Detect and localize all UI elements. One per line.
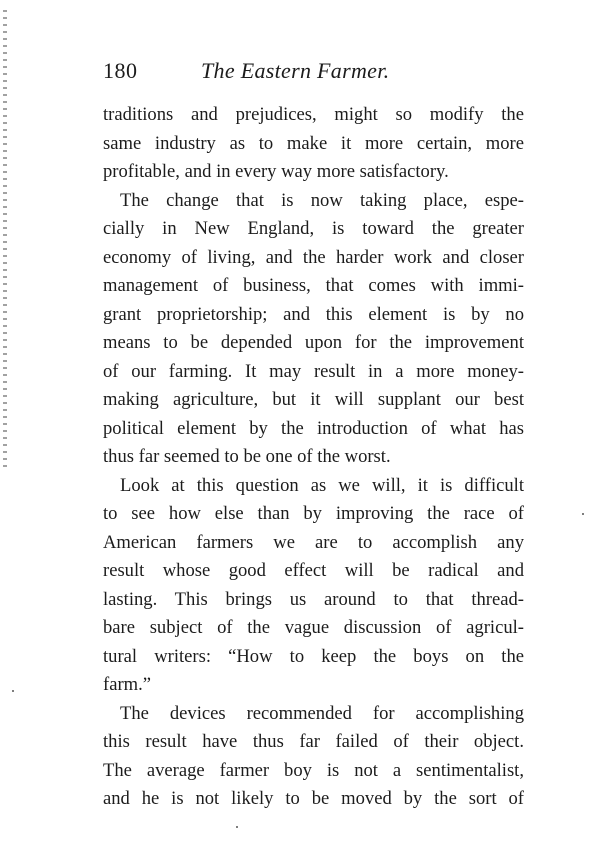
scan-speck — [12, 690, 14, 692]
text-line: cially in New England, is toward the greater — [103, 218, 524, 239]
text-line: grant proprietorship; and this element is by no — [103, 303, 524, 325]
page-header — [103, 58, 523, 88]
text-line: political element by the introduction of what has — [103, 417, 524, 439]
text-line: to see how else than by improving the race of — [103, 503, 524, 524]
text-line: The change that is now taking place, espe- — [120, 189, 524, 211]
paragraph — [103, 187, 524, 472]
text-line: tural writers: “How to keep the boys on the — [103, 645, 524, 667]
paragraph — [103, 700, 524, 814]
text-line: lasting. This brings us around to that thread- — [103, 588, 524, 610]
scan-speck — [236, 826, 238, 828]
text-line: American farmers we are to accomplish any — [103, 531, 524, 553]
text-line: result whose good effect will be radical and — [103, 560, 524, 581]
scan-speck — [582, 513, 584, 515]
text-line: same industry as to make it more certain, more — [103, 132, 524, 154]
text-line: farm.” — [103, 674, 152, 695]
text-line: The devices recommended for accomplishing — [120, 702, 524, 724]
text-line: profitable, and in every way more satisfactory. — [103, 161, 449, 182]
text-line: management of business, that comes with immi- — [103, 275, 524, 296]
text-line: The average farmer boy is not a sentimentalist, — [103, 759, 524, 781]
text-line: economy of living, and the harder work and closer — [103, 246, 524, 268]
text-line: Look at this question as we will, it is difficult — [120, 474, 524, 496]
text-line: means to be depended upon for the improvement — [103, 332, 524, 353]
scan-gutter-marks — [3, 10, 7, 470]
text-line: this result have thus far failed of their object. — [103, 731, 524, 752]
page-number: 180 — [103, 58, 138, 83]
text-line: bare subject of the vague discussion of agricul- — [103, 617, 524, 638]
paragraph — [103, 101, 524, 187]
text-line: thus far seemed to be one of the worst. — [103, 446, 391, 467]
text-line: of our farming. It may result in a more money- — [103, 360, 524, 382]
text-line: making agriculture, but it will supplant our best — [103, 389, 524, 410]
text-line: traditions and prejudices, might so modify the — [103, 104, 524, 125]
paragraph — [103, 472, 524, 700]
text-line: and he is not likely to be moved by the sort of — [103, 788, 524, 809]
body-text — [103, 101, 524, 814]
running-title: The Eastern Farmer. — [201, 58, 390, 83]
